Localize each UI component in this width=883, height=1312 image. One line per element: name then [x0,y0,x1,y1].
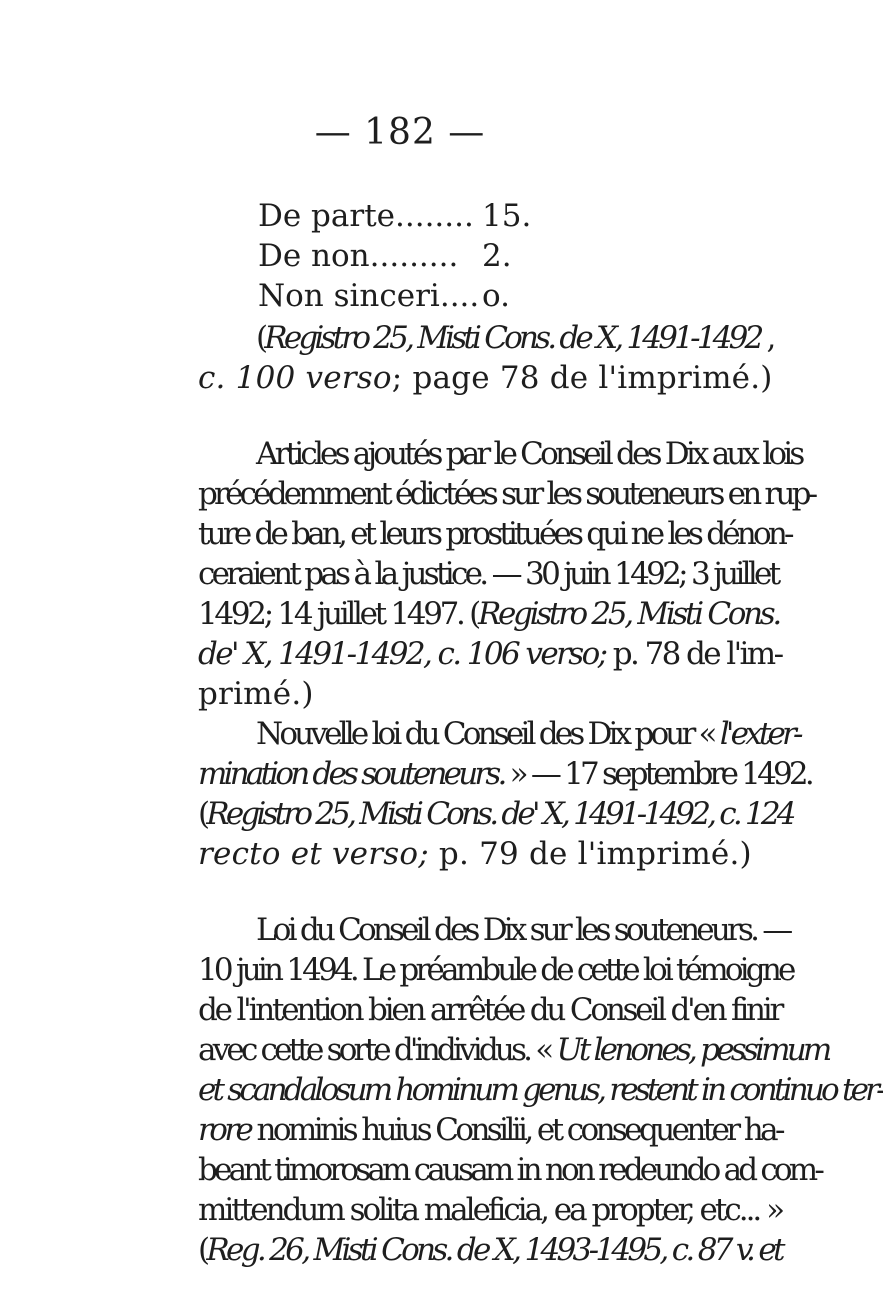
text-segment: ( [198,796,207,832]
text-italic: mination des souteneurs. [198,756,504,792]
quote-italic: rore [198,1112,251,1148]
paragraph-line [256,716,840,752]
paragraph-line [198,796,793,832]
paragraph-line: Loi du Conseil des Dix sur les souteneurs. — [256,912,790,948]
text-segment: 1492; 14 juillet 1497. ( [198,596,478,632]
paragraph-line: Articles ajoutés par le Conseil des Dix aux lois [256,436,802,472]
tally-label: De non......... [258,238,459,274]
paragraph-line: ceraient pas à la justice. — 30 juin 1492; 3 juillet [198,556,778,592]
citation-italic: recto et verso; [198,836,429,872]
paragraph-line: ture de ban, et leurs prostituées qui ne les dénon- [198,516,791,552]
paragraph-line [198,1112,782,1148]
paragraph-line [198,636,782,672]
citation-italic: c. 100 verso [198,360,392,396]
tally-value: 2. [482,238,512,274]
tally-label: Non sinceri.... [258,278,480,314]
text-segment: p. 79 de l'imprimé.) [428,836,752,872]
citation-line [256,320,840,356]
paragraph-line [198,596,782,632]
text-segment: , [760,320,773,356]
text-segment: » — 17 septembre 1492. [503,756,811,792]
text-segment: nominis huius Consilii, et consequenter ha- [250,1112,782,1148]
paragraph-line: mittendum solita maleficia, ea propter, etc... » [198,1192,783,1228]
tally-value: o. [482,278,510,314]
paragraph-line: de l'intention bien arrêtée du Conseil d'en finir [198,992,782,1028]
paragraph-line [198,756,811,792]
citation-italic: de' X, 1491-1492, c. 106 verso; [198,636,606,672]
paragraph-line [198,836,782,872]
citation-italic: Registro 25, Misti Cons. [477,596,779,632]
page-number: — 182 — [314,112,486,153]
paragraph-line [198,1232,782,1268]
citation-italic: Registro 25, Misti Cons. de' X, 1491-1492, c. 124 [206,796,793,832]
tally-row [258,238,512,274]
paragraph-line: précédemment édictées sur les souteneurs en rup- [198,476,815,512]
citation-italic: Reg. 26, Misti Cons. de X, 1493-1495, c. 87 v. et [206,1232,782,1268]
paragraph-line: beant timorosam causam in non redeundo ad com- [198,1152,822,1188]
text-segment: ; page 78 de l'imprimé.) [391,360,773,396]
text-segment: ( [198,1232,207,1268]
quote-italic: Ut lenones, pessimum [556,1032,829,1068]
text-segment: p. 78 de l'im- [605,636,782,672]
citation-italic: Registro 25, Misti Cons. de X, 1491-1492 [264,320,761,356]
paragraph-line: et scandalosum hominum genus, restent in continuo ter- [198,1072,883,1108]
text-segment: ( [256,320,265,356]
tally-row [258,198,531,234]
paragraph-line: 10 juin 1494. Le préambule de cette loi témoigne [198,952,793,988]
tally-row [258,278,510,314]
citation-line [198,360,782,396]
text-segment: Nouvelle loi du Conseil des Dix pour « [256,716,720,752]
tally-label: De parte........ [258,198,474,234]
tally-value: 15. [482,198,532,234]
paragraph-line: primé.) [198,676,314,712]
text-italic: l'exter- [719,716,800,752]
paragraph-line [198,1032,829,1068]
text-segment: avec cette sorte d'individus. « [198,1032,557,1068]
